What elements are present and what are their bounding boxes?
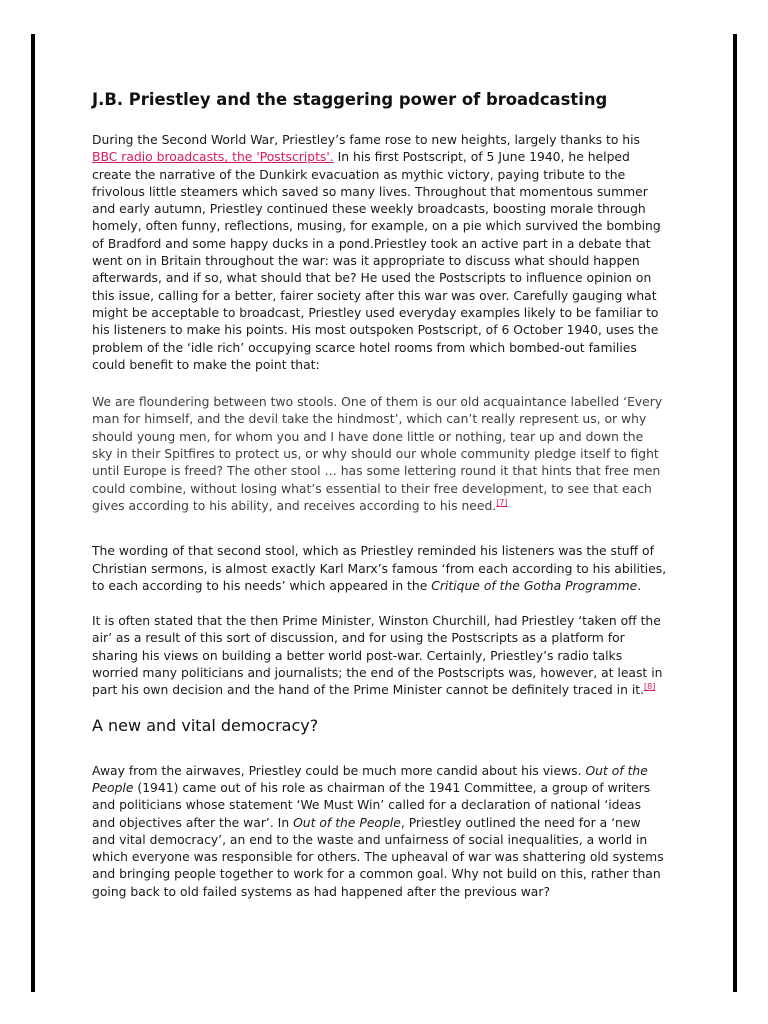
article (92, 88, 688, 901)
section-heading: A new and vital democracy? (92, 715, 319, 735)
paragraph-intro: During the Second World War, Priestley’s fame rose to new heights, largely thanks to his BBC radio broadcasts, the 'Postscripts'. In his first Postscript, of 5 June 1940, he helped create the narrative of the Dunkirk evacuation as mythic victory, paying tribute to the frivolous little steamers which saved so many lives. Throughout that momentous summer and early autumn, Priestley continued these weekly broadcasts, boosting morale through homely, often funny, reflections, musing, for example, on a pie which survived the bombing of Bradford and some happy ducks in a pond.Priestley took an active part in a debate that went on in Britain throughout the war: was it appropriate to discuss what should happen afterwards, and if so, what should that be? He used the Postscripts to influence opinion on this issue, calling for a better, fairer society after this war was over. Carefully gauging what might be acceptable to broadcast, Priestley used everyday examples likely to be familiar to his listeners to make his points. His most outspoken Postscript, of 6 October 1940, uses the problem of the ‘idle rich’ occupying scarce hotel rooms from which bombed-out families could benefit to make the point that: (92, 133, 661, 372)
right-border-line (733, 34, 737, 992)
paragraph-stool: The wording of that second stool, which as Priestley reminded his listeners was the stuff of Christian sermons, is almost exactly Karl Marx’s famous ‘from each according to his abilities, to each according to his needs’ which appeared in the Critique of the Gotha Programme. (92, 544, 667, 593)
footnote-link-8[interactable]: [8] (644, 682, 656, 692)
block-quote: We are floundering between two stools. One of them is our old acquaintance labelled ‘Every man for himself, and the devil take the hindmost’, which can’t really represent us, or why should young men, for whom you and I have done little or nothing, tear up and down the sky in their Spitfires to protect us, or why should our whole community pledge itself to fight until Europe is freed? The other stool … has some lettering round it that hints that free men could combine, without losing what’s essential to their free development, to see that each gives according to his ability, and receives according to his need.[7] (92, 395, 663, 513)
left-border-line (31, 34, 35, 992)
paragraph-churchill: It is often stated that the then Prime Minister, Winston Churchill, had Priestley ‘taken off the air’ as a result of this sort of discussion, and for using the Postscripts as a platform for sharing his views on building a better world post-war. Certainly, Priestley’s radio talks worried many politicians and journalists; the end of the Postscripts was, however, at least in part his own decision and the hand of the Prime Minister cannot be definitely traced in it.[8] (92, 614, 663, 698)
postscripts-link[interactable]: BBC radio broadcasts, the 'Postscripts'. (92, 150, 334, 165)
footnote-link-7[interactable]: [7] (496, 497, 508, 507)
page-title: J.B. Priestley and the staggering power of broadcasting (92, 90, 608, 109)
paragraph-democracy: Away from the airwaves, Priestley could be much more candid about his views. Out of the People (1941) came out of his role as chairman of the 1941 Committee, a group of writers and politicians whose statement ‘We Must Win’ called for a declaration of national ‘ideas and objectives after the war’. In Out of the People, Priestley outlined the need for a ‘new and vital democracy’, an end to the waste and unfairness of social inequalities, a world in which everyone was responsible for others. The upheaval of war was shattering old systems and bringing people together to work for a common goal. Why not build on this, rather than going back to old failed systems as had happened after the previous war? (92, 763, 664, 899)
